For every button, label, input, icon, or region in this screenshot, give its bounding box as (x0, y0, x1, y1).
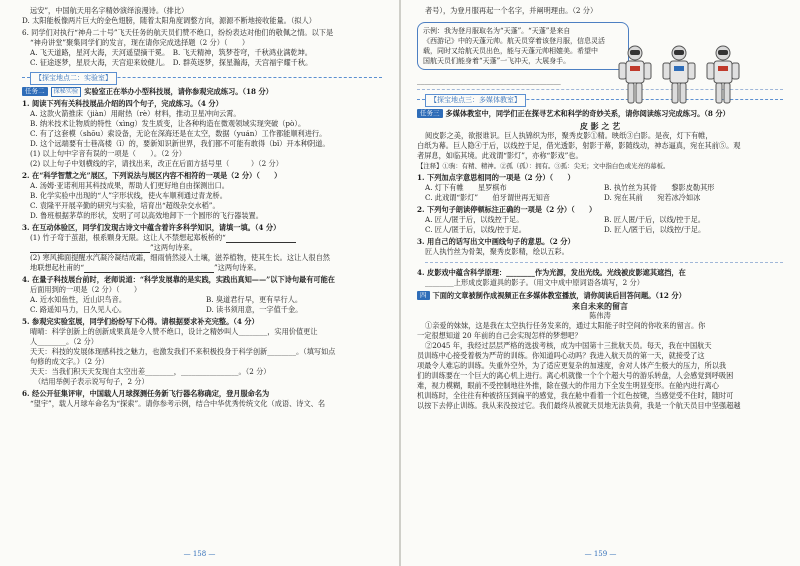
rq3-sentence: 匠人执竹丝为骨架，聚秀皮影精，绘以五彩。 (425, 247, 569, 256)
article-line: 一定很想知道 20 年前的自己会实现怎样的梦想吧？ (417, 331, 582, 340)
text-line: D. 太阳能板像两片巨大的金色翅膀，随着太阳角度调整方向，源源不断地接收能量。（拟人） (22, 16, 316, 25)
article-line: 项最令人难忘的训练。失重外空外，为了适应更复杂的加速度，舍对人体产生极大的压力，所以我 (417, 361, 727, 370)
question-5: 5. 参观完实验室展，同学们纷纷写下心得。请根据要求补充完整。（4 分） (22, 317, 259, 326)
rq1-option: C. 此戏谓“影灯” 伯牙谓世再无知音 (425, 193, 550, 202)
q3-line: ”这两句诗来。 (22, 243, 382, 253)
page-number: — 159 — (584, 550, 617, 558)
right-page (401, 0, 800, 566)
q1-line: (1) 以上句中字音有误的一项是（ ）。（2 分） (30, 149, 186, 158)
article-line: 以按下去停止训练。我从来没按过它。我们最终从被就天员地无法负荷，我是一个航天员目中坚强超越 (417, 401, 741, 410)
text-line: 者号），为登月服再起一个名字，并阐明理由。（2 分） (425, 6, 598, 15)
rq1-option: B. 执竹丝为其骨 黎影皮勒其形 (604, 183, 715, 192)
rq1-options-row (417, 193, 783, 203)
station-label: 【探宝地点二：实验室】 (30, 72, 117, 85)
text-line: 远安”，中国航天用名字精妙演绎浪漫诗。（排比） (30, 6, 189, 15)
q4-options-row (22, 295, 382, 305)
q4-option: C. 路遥知马力，日久见人心。 (30, 305, 127, 314)
rq2-options-row (417, 225, 783, 235)
q3-line: (2) 寒风拂面提醒水汽凝冷凝结成霜，细雨悄然浸入土壤，滋养植物，使其生长。这让人很自然 (30, 253, 330, 262)
example-line: 示例：我为登月服取名为“天蓬”。“天蓬”是来自 (423, 27, 571, 35)
answer-line[interactable]: ________________________________________ (417, 76, 561, 85)
q1-line: C. 有了这套模（shōu）索设备，无论在深海还是在太空，数据（yuán）工作都能顺利进行。 (30, 129, 327, 138)
task-instruction: 多媒体教室中，同学们正在探寻艺术和科学的奇妙关系，请你阅读练习完成练习。（8 分） (445, 109, 730, 118)
astronaut-icon (703, 44, 743, 106)
task-badge: 四 (417, 291, 430, 300)
task-heading (22, 87, 382, 97)
q5-line: 晴晴：科学创新上的创新成果真是令人赞不绝口，设计之精妙叫人________，实用价值更让 (30, 327, 318, 336)
q3-line: 地联想起杜甫的“ ”这两句诗来。 (30, 263, 261, 272)
q5-line: （结用举例子表示说写句子，2 分） (34, 377, 149, 386)
option-line: C. 征途逐梦，星辰大海，天宫迎来姣健儿。 D. 群英逐梦，探星瀚海，天宫福宇耀千秋。 (30, 58, 313, 67)
q3-line: (1) 竹子弯于茧甜，根系颗身无限。这让人不禁想起郑板桥的“ (22, 233, 382, 243)
q2-option: A. 汤姆·亚诺利用其科技成果，帮助人们更好地自由探测出口。 (30, 181, 229, 190)
rq2-option: B. 匠人匿/于后，以线/控于足。 (604, 215, 705, 224)
option-line: A. 飞天道路，星河大海，天河遥望摘干冕。 B. 飞天精神，筑梦苍穹，千秋鸿业满乾坤。 (30, 48, 312, 57)
q4-line: 后面用到的一项是（2 分）（ ） (30, 285, 142, 294)
task-heading (417, 109, 783, 119)
article-line: 难，视力模糊，眼前不受控制地往外推，除在强大的作用力下全发生明显变形。在舱内进行离心 (417, 381, 719, 390)
q4-option: D. 读书须用意，一字值千金。 (206, 305, 303, 314)
passage-line: 者屏息，如临其境。此戏谓“影灯”，亦称“影戏”也。 (417, 151, 583, 160)
q1-line: B. 纳米技术让物质的特性（xìng）发生质变，让各种构造在微观领域实现突破（pò）。 (30, 119, 306, 128)
q5-line: 天天：科技的发展体现感科技之魅力，也激发我们不来积极投身于科学创新________。（填写如点 (30, 347, 336, 356)
rq2-options-row (417, 215, 783, 225)
rq2-option: A. 匠人/匿于后，以线控于足。 (425, 215, 524, 224)
text-line: “神舟讲堂”聚集同学们的发言，现在请你完成选择题（2 分）（ ） (30, 38, 250, 47)
article-line: 们的训练要在一个巨大的离心机上进行。离心机就像一个个个超大号的游乐转盘，人会感觉到呼吸困 (417, 371, 734, 380)
q4-option: B. 臭道君行早，更有早行人。 (206, 295, 303, 304)
answer-blank[interactable] (30, 244, 150, 253)
task-badge: 任务二 (22, 87, 48, 96)
q1-line: D. 这个远端要有士巷高楼（ǐ）的，要新知识新世界，我们都不可能有敢得（bǐ）开本种阴道。 (30, 139, 330, 148)
q4-options-row (22, 305, 382, 315)
rq2-option: D. 匠人/匿于后，以线控/于足。 (604, 225, 706, 234)
task-instruction: 下面的文章被制作成视频正在多媒体教室播放，请你阅读后回答问题。（12 分） (432, 291, 686, 300)
question-6: 6. 经公开征集评审，中国载人月球探测任务新飞行器名称确定，登月服命名为 (22, 389, 270, 398)
question-3: 3. 在互动体验区，同学们发现古诗文中蕴含着许多科学知识，请填一填。（4 分） (22, 223, 281, 232)
left-page (0, 0, 399, 566)
answer-blank[interactable] (84, 264, 214, 273)
question-2: 2. 在“科学智慧之光”展区，下列说法与展区内容不相符的一项是（2 分）（ ） (22, 171, 282, 180)
q5-line: 人________。（2 分） (30, 337, 98, 346)
annotation: 【注释】①驹：有精、精神。②孤（孤）：拥有。③孤：尖无；文中指白色或光亮的幕板。 (417, 162, 670, 170)
task-name-badge: 探秘实验 (51, 87, 82, 97)
passage-line: 白纸为幕。巨人隐④于后，以线控于足，借光透影，射影于幕，影随线动，神态逼真，宛在其前⑤。观 (417, 141, 741, 150)
q5-line: 句修的成文字。）（2 分） (30, 357, 109, 366)
station-label: 【探宝地点三：多媒体教室】 (425, 94, 526, 107)
rq1-option: A. 灯下有帷 星罗棋布 (425, 183, 507, 192)
article-title: 来自未来的留言 (572, 301, 628, 311)
q2-option: D. 鲁班根据茅草的形状，发明了可以高效地卸下一个圆形的飞行器装置。 (30, 211, 263, 220)
example-line: 《西游记》中的天蓬元帅。航天员穿着该登月服，信息灵活 (423, 37, 605, 45)
question-3: 3. 用自己的话写出文中画线句子的意思。（2 分） (417, 237, 575, 246)
q5-line: 天天：当我们积天天发现自太空出差________，________________。（2 分） (30, 367, 271, 376)
passage-title: 皮 影 之 艺 (579, 121, 621, 131)
question-4: 4. 皮影戏中蕴含科学原理：________作为光源，发出光线。光线被皮影遮其遮挡，在 (417, 268, 686, 277)
passage-line: 阅皮影之美，欲报谁识。巨人执锦织为形，聚秀皮影①精。映纸③白影。是夜，灯下有帷， (425, 131, 713, 140)
q2-option: C. 袁隆平开展辛勤的研究与实验，培育出“超级杂交水稻”。 (30, 201, 220, 210)
rq4-line: ________上形成皮影道具的影子。（用文中成中原词语各填写，2 分） (425, 278, 644, 287)
question-6-line: 6. 同学们对执行“神舟二十号”飞天任务的航天员们赞不绝口，纷纷表达对他们的敬佩之情。以下是 (22, 28, 334, 37)
answer-blank[interactable] (226, 234, 296, 243)
astronaut-icon (659, 44, 699, 106)
example-box (417, 22, 629, 70)
article-line: ②2045 年，我经过层层严格的选拔考核，成为中国第十三批航天员。每天，我在中国航天 (425, 341, 712, 350)
task-heading (417, 291, 783, 301)
q1-line: (2) 以上句子中划横线的字，请找出来，改正在后面方括号里（ ）（2 分） (30, 159, 283, 168)
article-line: ①亲爱的妹妹，这是我在太空执行任务发来的，通过太阳能子时空间的你收来的留言。你 (425, 321, 706, 330)
question-1: 1. 下列加点字意思相同的一项是（2 分）（ ） (417, 173, 575, 182)
q4-option: A. 近水知鱼性，近山识鸟音。 (30, 295, 127, 304)
question-4: 4. 在量子科技展台前时，老师说道：“科学发展靠的是实践，实践出真知——”以下诗句最有可能在 (22, 275, 335, 284)
article-line: 员训练中心接受着极为严苛的训练。你知道吗心动吗？我进入航天员的第一天，就接受了这 (417, 351, 705, 360)
example-line: 载，同时又给航天员出色，能与天蓬元帅相媲美。希望中 (423, 47, 598, 55)
left-page-content (22, 6, 382, 409)
rq1-options-row (417, 183, 783, 193)
page-number: — 158 — (183, 550, 216, 558)
example-line: 国航天员们能身着“天蓬”一飞冲天，大展身手。 (423, 57, 571, 65)
q1-line: A. 这款火箭推床（jiàn）用耐热（rè）材料，推动卫星冲向云霄。 (30, 109, 241, 118)
rq1-option: D. 宛在其前 宛若冰冷如冰 (604, 193, 701, 202)
question-1: 1. 阅读下列有关科技展品介绍的四个句子，完成练习。（4 分） (22, 99, 223, 108)
station-heading (22, 72, 382, 84)
astronaut-icon (615, 44, 655, 106)
article-line: 机训练时，全往往有种被挤压到扁平的感觉，我在舱中看着一个红色按键，当感觉受不住时，随时可 (417, 391, 734, 400)
question-2: 2. 下列句子朗读停顿标注正确的一项是（2 分）（ ） (417, 205, 597, 214)
q6-line: “望宇”，载人月球车命名为“探索”。请你参考示例，结合中华优秀传统文化（成语、诗文、名 (30, 399, 326, 408)
rq2-option: C. 匠人/匿于后，以线/控于足。 (425, 225, 526, 234)
task-instruction: 实验室正在举办小型科技展，请你参观完成练习。（18 分） (84, 87, 273, 96)
task-badge: 任务三 (417, 109, 443, 118)
astronaut-illustrations (615, 44, 743, 106)
q2-option: B. 化学实验中出现的“人”字形状线，使火车顺利通过青龙桥。 (30, 191, 227, 200)
article-author: 陈伟涛 (589, 311, 611, 320)
